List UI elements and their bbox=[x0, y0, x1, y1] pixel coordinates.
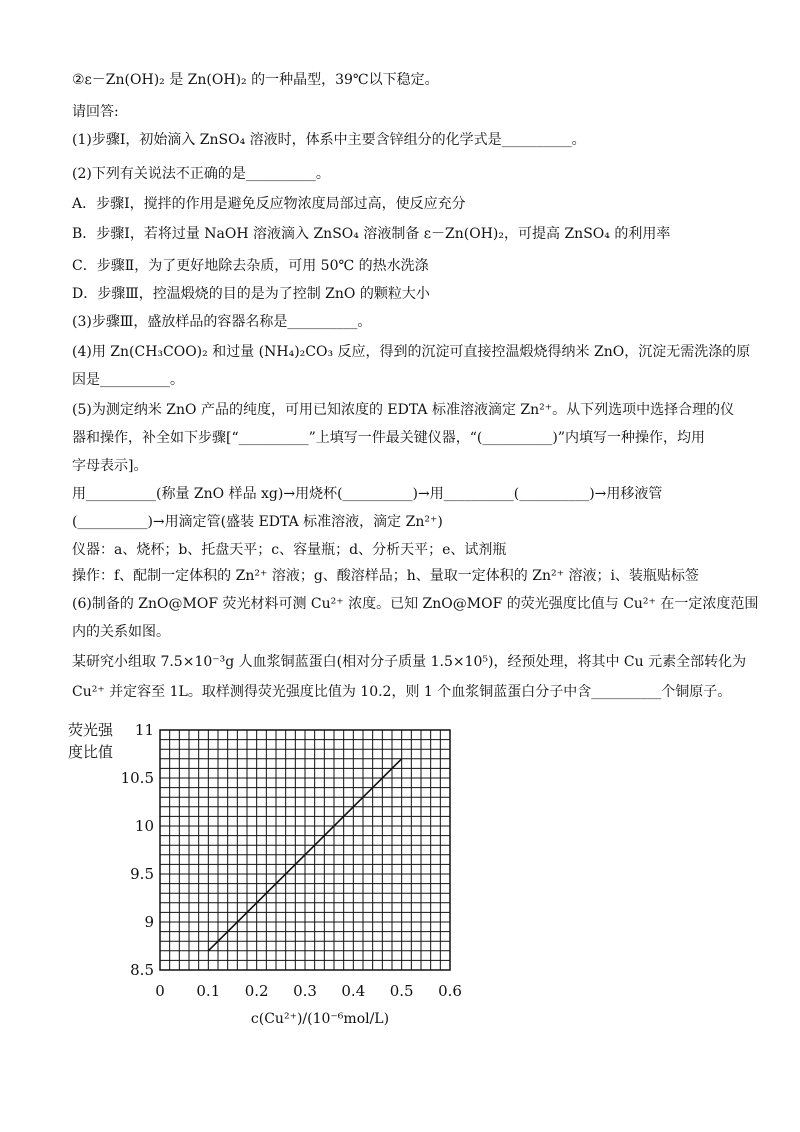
text-line: 某研究小组取 7.5×10⁻³g 人血浆铜蓝蛋白(相对分子质量 1.5×10⁵)，经预处理，将其中 Cu 元素全部转化为 bbox=[72, 654, 747, 670]
y-tick-label: 10.5 bbox=[120, 769, 154, 787]
text-line: Cu²⁺ 并定容至 1L。取样测得荧光强度比值为 10.2，则 1 个血浆铜蓝蛋白分子中含__________个铜原子。 bbox=[72, 684, 732, 700]
x-tick-label: 0.2 bbox=[244, 982, 269, 1000]
x-tick-label: 0.4 bbox=[341, 982, 366, 1000]
fluorescence-chart bbox=[60, 715, 480, 1035]
text-line: 内的关系如图。 bbox=[72, 624, 170, 640]
text-line: (__________)→用滴定管(盛装 EDTA 标准溶液，滴定 Zn²⁺) bbox=[72, 514, 443, 530]
chart-axes bbox=[121, 721, 462, 1000]
x-tick-label: 0.6 bbox=[438, 982, 462, 1000]
chart-grid bbox=[160, 730, 450, 970]
text-line: (3)步骤Ⅲ，盛放样品的容器名称是__________。 bbox=[72, 314, 372, 330]
text-line: D．步骤Ⅲ，控温煅烧的目的是为了控制 ZnO 的颗粒大小 bbox=[72, 286, 430, 302]
y-axis-label-line2: 度比值 bbox=[68, 743, 114, 761]
x-axis-label: c(Cu²⁺)/(10⁻⁶mol/L) bbox=[250, 1011, 390, 1027]
x-tick-label: 0 bbox=[155, 982, 165, 1000]
y-tick-label: 9 bbox=[144, 913, 154, 931]
x-tick-label: 0.5 bbox=[389, 982, 414, 1000]
y-axis-label-line1: 荧光强 bbox=[68, 721, 114, 739]
y-tick-label: 9.5 bbox=[130, 865, 154, 883]
text-line: 因是__________。 bbox=[72, 372, 184, 388]
text-line: (2)下列有关说法不正确的是__________。 bbox=[72, 166, 330, 182]
text-line: 用__________(称量 ZnO 样品 xg)→用烧杯(__________)→用__________(__________)→用移液管 bbox=[72, 486, 663, 502]
text-line: (1)步骤Ⅰ，初始滴入 ZnSO₄ 溶液时，体系中主要含锌组分的化学式是__________。 bbox=[72, 132, 586, 148]
text-line: (5)为测定纳米 ZnO 产品的纯度，可用已知浓度的 EDTA 标准溶液滴定 Zn²⁺。从下列选项中选择合理的仪 bbox=[72, 402, 735, 418]
text-line: 仪器：a、烧杯；b、托盘天平；c、容量瓶；d、分析天平；e、试剂瓶 bbox=[72, 542, 507, 558]
x-tick-label: 0.1 bbox=[196, 982, 221, 1000]
text-line: A．步骤Ⅰ，搅拌的作用是避免反应物浓度局部过高，使反应充分 bbox=[72, 196, 466, 212]
y-tick-label: 8.5 bbox=[130, 961, 154, 979]
text-line: ②ε－Zn(OH)₂ 是 Zn(OH)₂ 的一种晶型，39℃以下稳定。 bbox=[72, 72, 439, 88]
text-line: (6)制备的 ZnO@MOF 荧光材料可测 Cu²⁺ 浓度。已知 ZnO@MOF 的荧光强度比值与 Cu²⁺ 在一定浓度范围 bbox=[72, 596, 759, 612]
text-line: 字母表示]。 bbox=[72, 458, 148, 474]
y-tick-label: 11 bbox=[134, 721, 154, 739]
text-line: C．步骤Ⅱ，为了更好地除去杂质，可用 50℃ 的热水洗涤 bbox=[72, 258, 429, 274]
text-line: 器和操作，补全如下步骤[“__________”上填写一件最关键仪器，“(__________)”内填写一种操作，均用 bbox=[72, 430, 706, 446]
x-tick-label: 0.3 bbox=[293, 982, 317, 1000]
y-tick-label: 10 bbox=[134, 817, 154, 835]
chart-svg bbox=[60, 715, 480, 1035]
text-line: 操作：f、配制一定体积的 Zn²⁺ 溶液；g、酸溶样品；h、量取一定体积的 Zn²⁺ 溶液；i、装瓶贴标签 bbox=[72, 568, 699, 584]
text-line: (4)用 Zn(CH₃COO)₂ 和过量 (NH₄)₂CO₃ 反应，得到的沉淀可直接控温煅烧得纳米 ZnO，沉淀无需洗涤的原 bbox=[72, 344, 751, 360]
text-line: B．步骤Ⅰ，若将过量 NaOH 溶液滴入 ZnSO₄ 溶液制备 ε－Zn(OH)₂，可提高 ZnSO₄ 的利用率 bbox=[72, 226, 671, 242]
text-line: 请回答: bbox=[72, 104, 119, 120]
